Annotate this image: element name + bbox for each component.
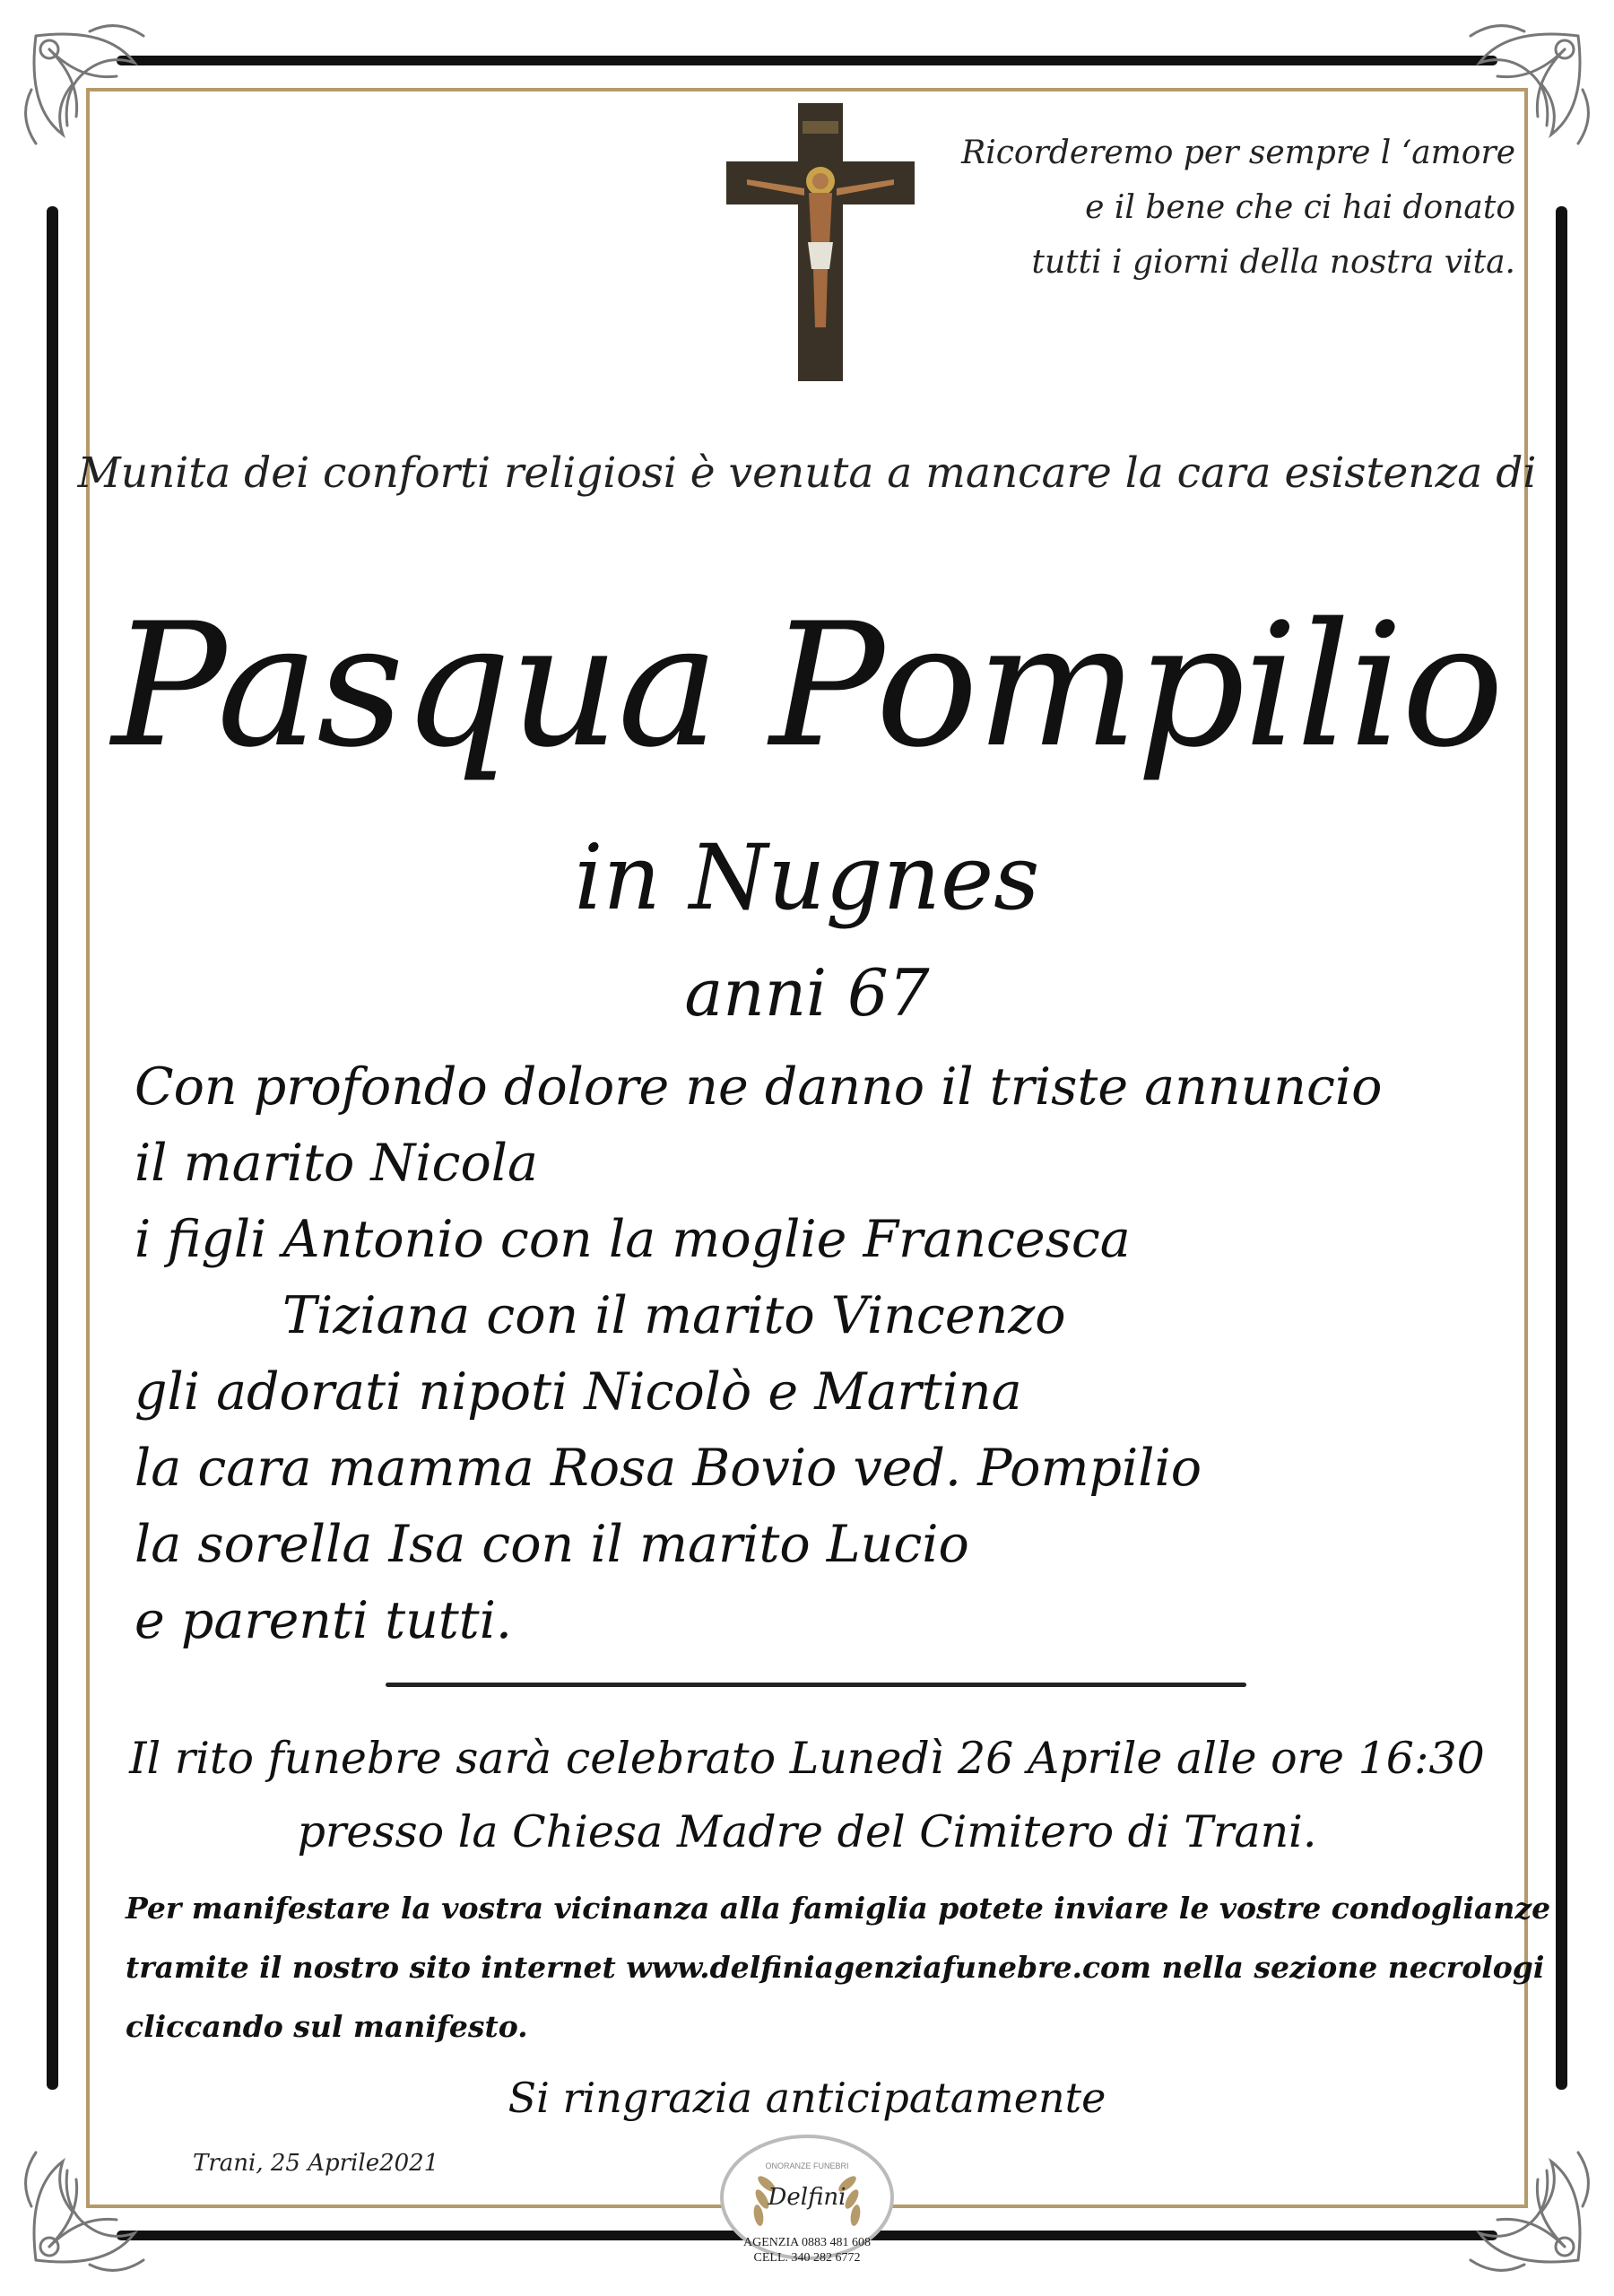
verse-line: e il bene che ci hai donato [1085, 189, 1515, 226]
mourners-line: la cara mamma Rosa Bovio ved. Pompilio [134, 1439, 1202, 1498]
thanks-line: Si ringrazia anticipatamente [508, 2074, 1106, 2122]
deceased-married-name: in Nugnes [574, 825, 1040, 930]
funeral-details [0, 1722, 1614, 1869]
condolences-line: cliccando sul manifesto. [126, 2009, 528, 2044]
deceased-name: Pasqua Pompilio [111, 587, 1503, 785]
memorial-verse [941, 126, 1515, 290]
mourners-line: e parenti tutti. [134, 1591, 513, 1650]
agency-logo [717, 2135, 897, 2278]
mourners-line: Tiziana con il marito Vincenzo [282, 1286, 1066, 1345]
condolences-line: tramite il nostro sito internet www.delfiniagenziafunebre.com nella sezione necrologi [126, 1950, 1545, 1985]
place-date: Trani, 25 Aprile2021 [193, 2150, 439, 2177]
verse-line: Ricorderemo per sempre l ‘amore [961, 135, 1515, 171]
mourners-line: Con profondo dolore ne danno il triste annuncio [134, 1057, 1383, 1117]
agency-header: ONORANZE FUNEBRI [765, 2161, 849, 2170]
condolences-line: Per manifestare la vostra vicinanza alla famiglia potete inviare le vostre condoglianze [126, 1891, 1551, 1926]
condolences-note [126, 1879, 1551, 2057]
mourners-line: il marito Nicola [134, 1134, 538, 1193]
mourners-list [134, 1049, 1390, 1659]
agency-phone: AGENZIA 0883 481 608 [743, 2236, 871, 2249]
funeral-line: presso la Chiesa Madre del Cimitero di Trani. [297, 1806, 1317, 1857]
mourners-line: la sorella Isa con il marito Lucio [134, 1515, 969, 1574]
agency-cell: CELL. 340 282 6772 [753, 2251, 861, 2265]
mourners-line: i figli Antonio con la moglie Francesca [134, 1210, 1131, 1269]
mourners-line: gli adorati nipoti Nicolò e Martina [134, 1362, 1022, 1422]
verse-line: tutti i giorni della nostra vita. [1031, 244, 1515, 281]
deceased-age: anni 67 [684, 955, 930, 1031]
crucifix-icon [722, 99, 919, 386]
announcement-intro: Munita dei conforti religiosi è venuta a mancare la cara esistenza di [77, 448, 1537, 498]
agency-name: Delfini [768, 2184, 846, 2211]
divider [386, 1683, 1246, 1687]
funeral-line: Il rito funebre sarà celebrato Lunedì 26 Aprile alle ore 16:30 [129, 1733, 1485, 1784]
